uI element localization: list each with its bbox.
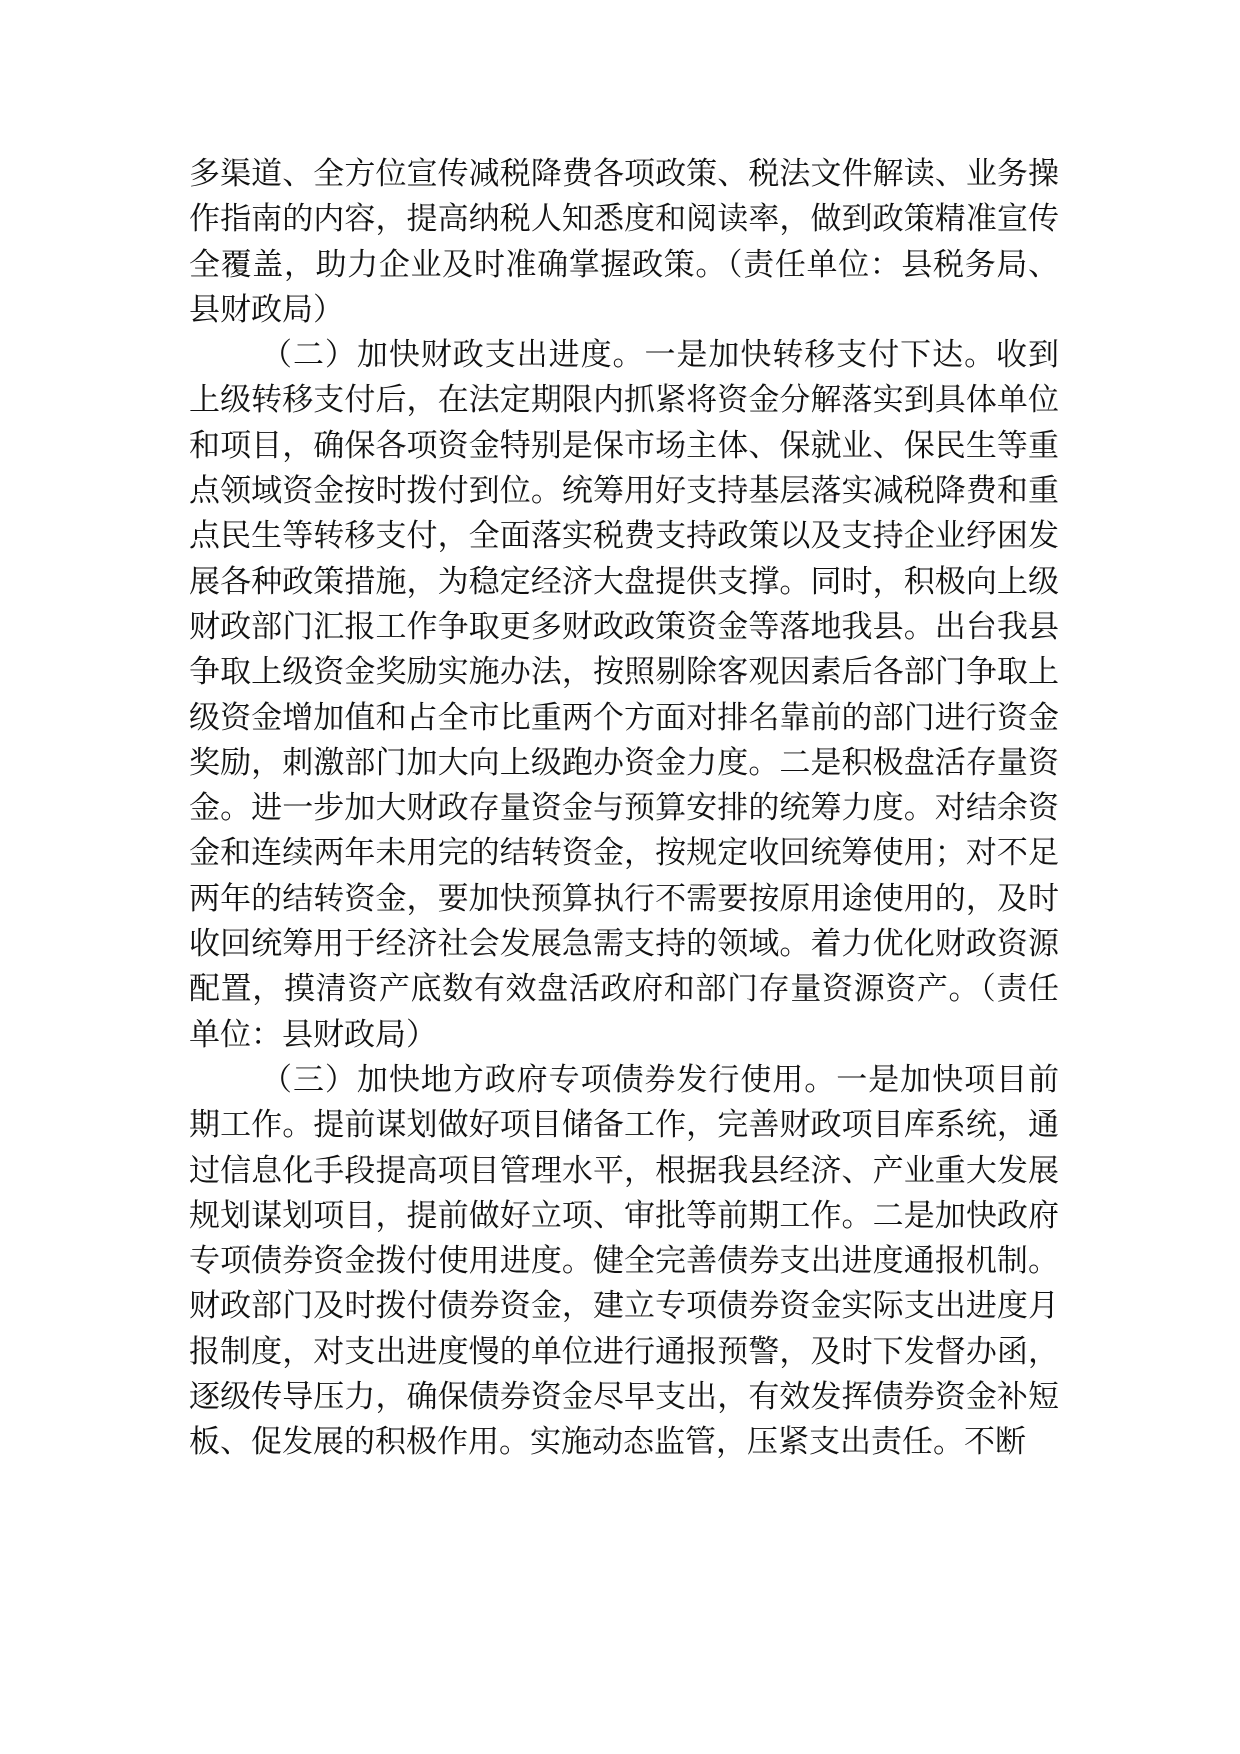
paragraph-section-two: （二）加快财政支出进度。一是加快转移支付下达。收到上级转移支付后，在法定期限内抓紧将资金分解落实到具体单位和项目，确保各项资金特别是保市场主体、保就业、保民生等重点领域资金按时拨付到位。统筹用好支持基层落实减税降费和重点民生等转移支付，全面落实税费支持政策以及支持企业纾困发展各种政策措施，为稳定经济大盘提供支撑。同时，积极向上级财政部门汇报工作争取更多财政政策资金等落地我县。出台我县争取上级资金奖励实施办法，按照剔除客观因素后各部门争取上级资金增加值和占全市比重两个方面对排名靠前的部门进行资金奖励，刺激部门加大向上级跑办资金力度。二是积极盘活存量资金。进一步加大财政存量资金与预算安排的统筹力度。对结余资金和连续两年未用完的结转资金，按规定收回统筹使用；对不足两年的结转资金，要加快预算执行不需要按原用途使用的，及时收回统筹用于经济社会发展急需支持的领域。着力优化财政资源配置，摸清资产底数有效盘活政府和部门存量资源资产。（责任单位：县财政局） xyxy=(189,337,1059,1053)
body-text xyxy=(189,152,1059,1466)
paragraph-section-three: （三）加快地方政府专项债券发行使用。一是加快项目前期工作。提前谋划做好项目储备工作，完善财政项目库系统，通过信息化手段提高项目管理水平，根据我县经济、产业重大发展规划谋划项目，提前做好立项、审批等前期工作。二是加快政府专项债券资金拨付使用进度。健全完善债券支出进度通报机制。财政部门及时拨付债券资金，建立专项债券资金实际支出进度月报制度，对支出进度慢的单位进行通报预警，及时下发督办函，逐级传导压力，确保债券资金尽早支出，有效发挥债券资金补短板、促发展的积极作用。实施动态监管，压紧支出责任。不断 xyxy=(189,1061,1059,1461)
paragraph-continuation: 多渠道、全方位宣传减税降费各项政策、税法文件解读、业务操作指南的内容，提高纳税人知悉度和阅读率，做到政策精准宣传全覆盖，助力企业及时准确掌握政策。（责任单位：县税务局、县财政局） xyxy=(189,156,1059,328)
